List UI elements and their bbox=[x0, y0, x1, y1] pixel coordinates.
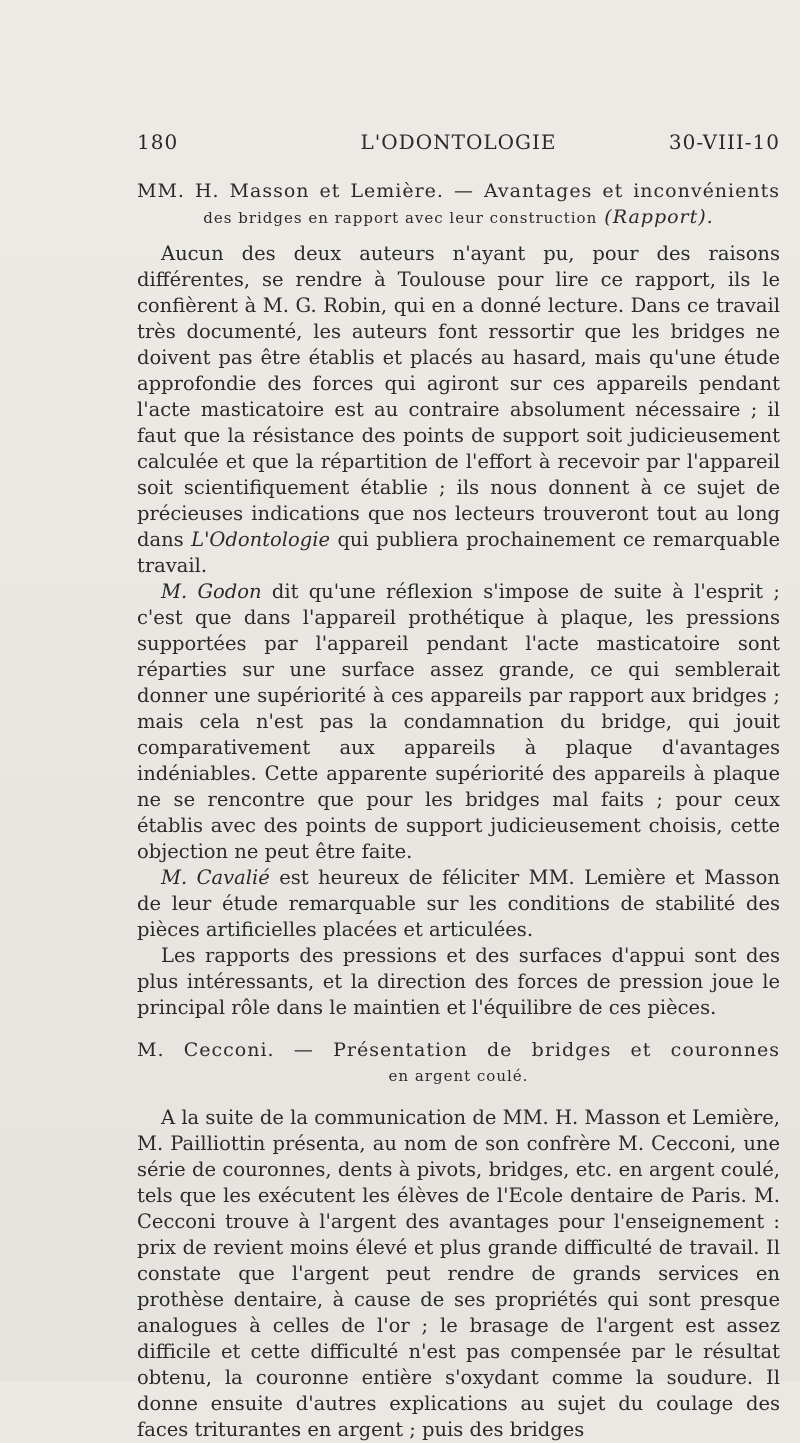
section1-p3-text: est heureux de féliciter MM. Lemière et Masson de leur étude remarquable sur les conditions de stabilité des pièces artificielles placées et articulées. bbox=[137, 866, 780, 941]
section1-paragraph-4: Les rapports des pressions et des surfaces d'appui sont des plus intéressants, et la direction des forces de pression joue le principal rôle dans le maintien et l'équilibre de ces pièces. bbox=[137, 944, 780, 1019]
section1-p1-end: qui publiera prochainement ce remarquable travail. bbox=[137, 528, 781, 577]
issue-date: 30-VIII-10 bbox=[668, 130, 780, 154]
page-number: 180 bbox=[137, 130, 179, 154]
section2-heading-line1: M. Cecconi. — Présentation de bridges et couronnes bbox=[137, 1039, 780, 1061]
section1-p1-text: Aucun des deux auteurs n'ayant pu, pour des raisons différentes, se rendre à Toulouse pour lire ce rapport, ils le confièrent à M. G. Robin, qui en a donné lecture. Dans ce travail très documenté, les auteurs font ressortir que les bridges ne doivent pas être établis et placés au hasard, mais qu'une étude approfondie des forces qui agiront sur ces appareils pendant l'acte masticatoire est au contraire absolument nécessaire ; il faut que la résistance des points de support soit judicieusement calculée et que la répartition de l'effort à recevoir par l'appareil soit scientifiquement établie ; ils nous donnent à ce sujet de précieuses indications que nos lecteurs trouveront tout au long dans bbox=[137, 242, 780, 551]
section1-paragraph-2 bbox=[137, 579, 780, 865]
section1-paragraph-3 bbox=[137, 865, 780, 943]
section2-paragraph-1: A la suite de la communication de MM. H. Masson et Lemière, M. Pailliottin présenta, au nom de son confrère M. Cecconi, une série de couronnes, dents à pivots, bridges, etc. en argent coulé, tels que les exécutent les élèves de l'Ecole dentaire de Paris. M. Cecconi trouve à l'argent des avantages pour l'enseignement : prix de revient moins élevé et plus grande difficulté de travail. Il constate que l'argent peut rendre de grands services en prothèse dentaire, à cause de ses propriétés qui sont presque analogues à celles de l'or ; le brasage de l'argent est assez difficile et cette difficulté n'est pas compensée par le résultat obtenu, la couronne entière s'oxydant comme la soudure. Il donne ensuite d'autres explications au sujet du coulage des faces triturantes en argent ; puis des bridges bbox=[137, 1106, 780, 1441]
running-title: L'ODONTOLOGIE bbox=[360, 130, 557, 154]
section1-heading-line2: des bridges en rapport avec leur construction bbox=[203, 209, 598, 227]
section2-heading bbox=[137, 1037, 780, 1089]
section1-heading-line1: MM. H. Masson et Lemière. — Avantages et inconvénients bbox=[137, 180, 780, 202]
section2-heading-line2: en argent coulé. bbox=[388, 1067, 529, 1085]
page-body bbox=[137, 178, 780, 1443]
section1-p2-text: dit qu'une réflexion s'impose de suite à l'esprit ; c'est que dans l'appareil prothétique à plaque, les pressions supportées par l'appareil pendant l'acte masticatoire sont réparties sur une surface assez grande, ce qui semblerait donner une supériorité à ces appareils par rapport aux bridges ; mais cela n'est pas la condamnation du bridge, qui jouit comparativement aux appareils à plaque d'avantages indéniables. Cette apparente supériorité des appareils à plaque ne se rencontre que pour les bridges mal faits ; pour ceux établis avec des points de support judicieusement choisis, cette objection ne peut être faite. bbox=[137, 580, 780, 863]
page-header bbox=[137, 130, 780, 160]
journal-name: L'Odontologie bbox=[191, 528, 331, 551]
section1-paragraph-1 bbox=[137, 241, 780, 579]
section1-heading-suffix: (Rapport). bbox=[604, 206, 714, 228]
section1-heading bbox=[137, 178, 780, 231]
speaker-cavalie: M. Cavalié bbox=[161, 866, 270, 889]
speaker-godon: M. Godon bbox=[161, 580, 262, 603]
section1-heading-line2-wrap bbox=[137, 204, 780, 231]
